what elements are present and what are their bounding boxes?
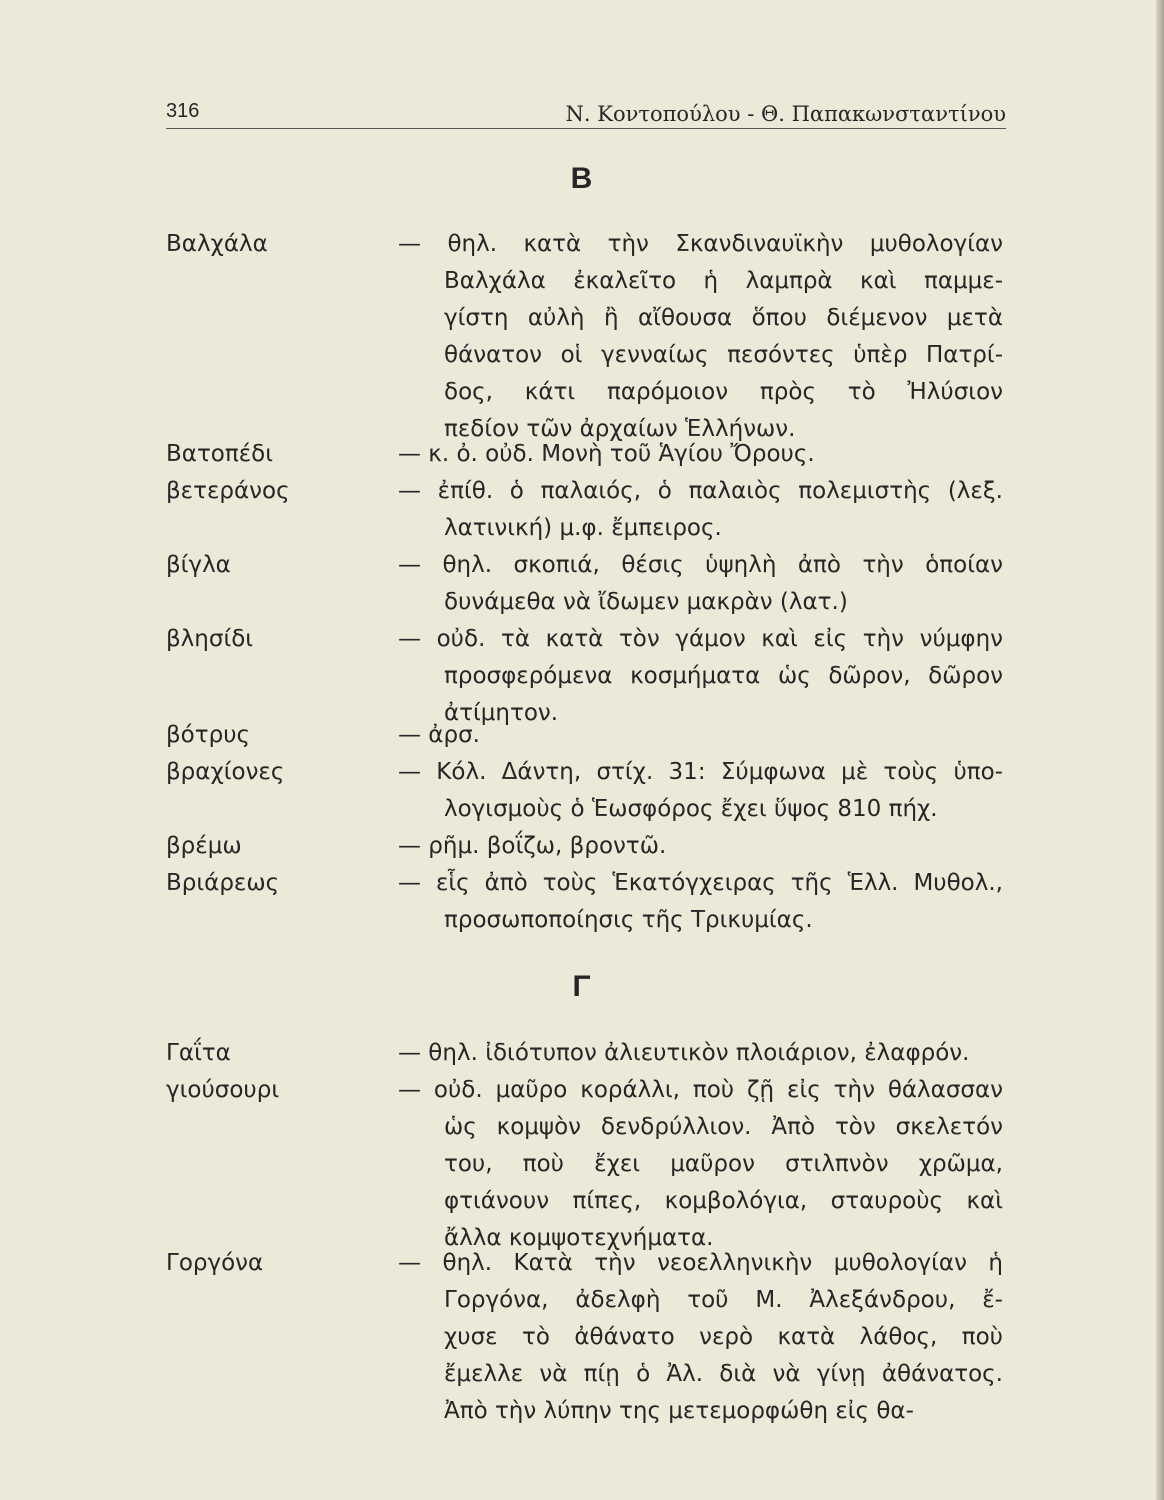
entry-definition — [398, 436, 1003, 473]
definition-line: ὡς κομψὸν δενδρύλλιον. Ἀπὸ τὸν σκελετόν — [444, 1114, 1003, 1140]
definition-line: ἔμελλε νὰ πίῃ ὁ Ἀλ. διὰ νὰ γίνῃ ἀθάνατος. — [444, 1361, 1003, 1387]
entry-term: βρέμω — [166, 833, 242, 859]
section-letter: B — [570, 162, 594, 195]
entry-term: Βαλχάλα — [166, 231, 268, 257]
section-letter: Γ — [572, 970, 592, 1003]
running-head: Ν. Κοντοπούλου - Θ. Παπακωνσταντίνου — [565, 102, 1006, 126]
entry-term: Γαΐτα — [166, 1040, 231, 1066]
entry-definition — [398, 226, 1003, 448]
definition-line: — εἷς ἀπὸ τοὺς Ἑκατόγχειρας τῆς Ἑλλ. Μυθολ., — [398, 870, 1003, 896]
definition-line: — θηλ. Κατὰ τὴν νεοελληνικὴν μυθολογίαν ἡ — [398, 1250, 1003, 1276]
definition-line: δος, κάτι παρόμοιον πρὸς τὸ Ἠλύσιον — [444, 379, 1003, 405]
definition-line: θάνατον οἱ γενναίως πεσόντες ὑπὲρ Πατρί- — [444, 342, 1003, 368]
entry-term: Γοργόνα — [166, 1250, 264, 1276]
definition-line: ἀτίμητον. — [444, 700, 559, 726]
definition-line: — θηλ. ἰδιότυπον ἀλιευτικὸν πλοιάριον, ἐλαφρόν. — [398, 1040, 970, 1066]
definition-line: Ἀπὸ τὴν λύπην της μετεμορφώθη εἰς θα- — [444, 1398, 914, 1424]
definition-line: προσφερόμενα κοσμήματα ὡς δῶρον, δῶρον — [444, 663, 1003, 689]
entry-term: Βατοπέδι — [166, 441, 273, 467]
definition-line: — ἀρσ. — [398, 722, 480, 748]
entry-definition — [398, 1072, 1003, 1257]
glossary-entry — [166, 436, 1006, 473]
header-rule — [166, 128, 1006, 129]
definition-line: — θηλ. κατὰ τὴν Σκανδιναυϊκὴν μυθολογίαν — [398, 231, 1003, 257]
entry-term: βλησίδι — [166, 626, 254, 652]
entry-term: βότρυς — [166, 722, 251, 748]
glossary-entry — [166, 226, 1006, 448]
glossary-entry — [166, 828, 1006, 865]
definition-line: χυσε τὸ ἀθάνατο νερὸ κατὰ λάθος, ποὺ — [444, 1324, 1003, 1350]
glossary-entry — [166, 621, 1006, 732]
definition-line: του, ποὺ ἔχει μαῦρον στιλπνὸν χρῶμα, — [444, 1151, 1003, 1177]
entry-definition — [398, 1245, 1003, 1430]
glossary-entry — [166, 865, 1006, 939]
entry-definition — [398, 717, 1003, 754]
entry-definition — [398, 621, 1003, 732]
glossary-entry — [166, 1245, 1006, 1430]
entry-term: γιούσουρι — [166, 1077, 280, 1103]
entry-definition — [398, 865, 1003, 939]
entry-term: βίγλα — [166, 552, 231, 578]
entry-definition — [398, 547, 1003, 621]
definition-line: προσωποποίησις τῆς Τρικυμίας. — [444, 907, 813, 933]
definition-line: — οὐδ. μαῦρο κοράλλι, ποὺ ζῇ εἰς τὴν θάλασσαν — [398, 1077, 1003, 1103]
glossary-entry — [166, 473, 1006, 547]
definition-line: Βαλχάλα ἐκαλεῖτο ἡ λαμπρὰ καὶ παμμε- — [444, 268, 1003, 294]
definition-line: γίστη αὐλὴ ἢ αἴθουσα ὅπου διέμενον μετὰ — [444, 305, 1003, 331]
glossary-entry — [166, 1035, 1006, 1072]
definition-line: — ἐπίθ. ὁ παλαιός, ὁ παλαιὸς πολεμιστὴς (λεξ. — [398, 478, 1003, 504]
definition-line: πεδίον τῶν ἀρχαίων Ἑλλήνων. — [444, 416, 796, 442]
glossary-entry — [166, 547, 1006, 621]
entry-term: βραχίονες — [166, 759, 285, 785]
page-number: 316 — [166, 100, 200, 122]
page-edge — [1156, 0, 1164, 1500]
definition-line: ἄλλα κομψοτεχνήματα. — [444, 1225, 714, 1251]
entry-definition — [398, 1035, 1003, 1072]
page-header — [166, 100, 1006, 130]
entry-definition — [398, 828, 1003, 865]
entry-term: βετεράνος — [166, 478, 290, 504]
definition-line: Γοργόνα, ἀδελφὴ τοῦ Μ. Ἀλεξάνδρου, ἔ- — [444, 1287, 1003, 1313]
definition-line: — κ. ὀ. οὐδ. Μονὴ τοῦ Ἁγίου Ὄρους. — [398, 441, 815, 467]
definition-line: — θηλ. σκοπιά, θέσις ὑψηλὴ ἀπὸ τὴν ὁποίαν — [398, 552, 1003, 578]
entry-term: Βριάρεως — [166, 870, 280, 896]
glossary-entry — [166, 1072, 1006, 1257]
definition-line: — ρῆμ. βοΐζω, βροντῶ. — [398, 833, 667, 859]
definition-line: λατινική) μ.φ. ἔμπειρος. — [444, 515, 722, 541]
definition-line: φτιάνουν πίπες, κομβολόγια, σταυροὺς καὶ — [444, 1188, 1003, 1214]
definition-line: λογισμοὺς ὁ Ἑωσφόρος ἔχει ὕψος 810 πήχ. — [444, 796, 938, 822]
glossary-entry — [166, 754, 1006, 828]
entry-definition — [398, 754, 1003, 828]
glossary-entry — [166, 717, 1006, 754]
entry-definition — [398, 473, 1003, 547]
definition-line: — οὐδ. τὰ κατὰ τὸν γάμον καὶ εἰς τὴν νύμφην — [398, 626, 1003, 652]
definition-line: — Κόλ. Δάντη, στίχ. 31: Σύμφωνα μὲ τοὺς ὑπο- — [398, 759, 1003, 785]
definition-line: δυνάμεθα νὰ ἴδωμεν μακρὰν (λατ.) — [444, 589, 848, 615]
